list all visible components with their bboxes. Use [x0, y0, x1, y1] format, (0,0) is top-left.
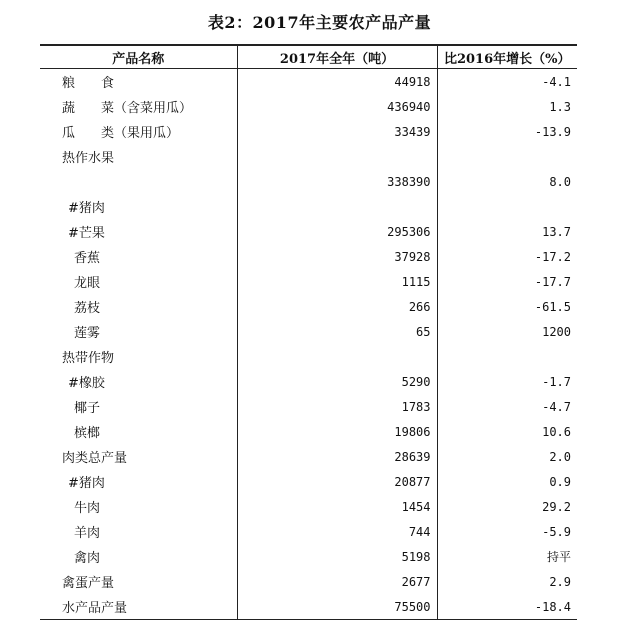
header-output: 2017年全年（吨） [237, 45, 437, 69]
table-row [40, 319, 577, 344]
row-growth: 2.0 [437, 444, 577, 469]
row-product-name: #橡胶 [68, 376, 105, 391]
row-product-name: 瓜 类（果用瓜） [62, 126, 180, 141]
table-body [40, 69, 577, 620]
row-growth: -17.2 [437, 244, 577, 269]
row-growth: 10.6 [437, 419, 577, 444]
header-product-name: 产品名称 [40, 45, 237, 69]
table-row [40, 294, 577, 319]
row-output [237, 144, 437, 169]
header-growth: 比2016年增长（%） [437, 45, 577, 69]
row-output: 19806 [237, 419, 437, 444]
row-output: 5290 [237, 369, 437, 394]
row-product-name: 水产品产量 [40, 594, 237, 620]
row-product-name: 龙眼 [74, 276, 101, 291]
row-growth: 持平 [437, 544, 577, 569]
row-product-name [40, 169, 237, 194]
row-growth: -4.7 [437, 394, 577, 419]
table-row [40, 144, 577, 169]
row-product-name: 香蕉 [74, 251, 101, 266]
row-growth: -5.9 [437, 519, 577, 544]
table-title: 表2：2017年主要农产品产量 [207, 13, 432, 32]
row-output: 436940 [237, 94, 437, 119]
row-output: 20877 [237, 469, 437, 494]
row-growth [437, 194, 577, 219]
row-product-name: 荔枝 [74, 301, 101, 316]
table-row [40, 519, 577, 544]
row-output: 37928 [237, 244, 437, 269]
row-product-name: 肉类总产量 [62, 451, 128, 466]
row-output: 5198 [237, 544, 437, 569]
row-growth: -18.4 [437, 594, 577, 620]
row-output: 28639 [237, 444, 437, 469]
row-growth: -13.9 [437, 119, 577, 144]
row-output: 2677 [237, 569, 437, 594]
row-growth: -61.5 [437, 294, 577, 319]
table-row [40, 444, 577, 469]
row-growth: -4.1 [437, 69, 577, 95]
table-row [40, 344, 577, 369]
table-row [40, 244, 577, 269]
row-product-name: 禽肉 [74, 551, 101, 566]
row-output: 1115 [237, 269, 437, 294]
row-output [237, 344, 437, 369]
row-product-name: 热作水果 [62, 151, 115, 166]
table-row [40, 169, 577, 194]
row-output: 295306 [237, 219, 437, 244]
row-product-name: #猪肉 [68, 476, 105, 491]
table-row [40, 419, 577, 444]
row-product-name: 槟榔 [74, 426, 101, 441]
production-table [40, 44, 577, 620]
row-growth: -17.7 [437, 269, 577, 294]
row-output: 33439 [237, 119, 437, 144]
table-row [40, 594, 577, 620]
table-row [40, 469, 577, 494]
table-row [40, 269, 577, 294]
row-growth [437, 144, 577, 169]
row-output: 1783 [237, 394, 437, 419]
row-product-name: 粮 食 [62, 76, 115, 91]
row-output: 75500 [237, 594, 437, 620]
row-growth [437, 344, 577, 369]
table-row [40, 119, 577, 144]
row-growth: 1200 [437, 319, 577, 344]
row-product-name: 牛肉 [74, 501, 101, 516]
row-growth: 29.2 [437, 494, 577, 519]
row-growth: 2.9 [437, 569, 577, 594]
row-growth: 0.9 [437, 469, 577, 494]
row-output: 1454 [237, 494, 437, 519]
row-product-name: 热带作物 [62, 351, 115, 366]
table-row [40, 494, 577, 519]
table-row [40, 94, 577, 119]
row-product-name: 羊肉 [74, 526, 101, 541]
row-output [237, 194, 437, 219]
row-product-name: 禽蛋产量 [62, 576, 115, 591]
table-row [40, 194, 577, 219]
row-growth: 1.3 [437, 94, 577, 119]
header-row [40, 45, 577, 69]
row-output: 266 [237, 294, 437, 319]
table-row [40, 544, 577, 569]
row-growth: 8.0 [437, 169, 577, 194]
row-product-name: #芒果 [68, 226, 105, 241]
table-row [40, 219, 577, 244]
row-product-name: 莲雾 [74, 326, 101, 341]
table-row [40, 369, 577, 394]
row-output: 44918 [237, 69, 437, 95]
table-row [40, 569, 577, 594]
row-growth: 13.7 [437, 219, 577, 244]
row-product-name: #猪肉 [68, 201, 105, 216]
row-output: 65 [237, 319, 437, 344]
table-row [40, 394, 577, 419]
row-output: 338390 [237, 169, 437, 194]
row-product-name: 椰子 [74, 401, 101, 416]
row-growth: -1.7 [437, 369, 577, 394]
row-output: 744 [237, 519, 437, 544]
table-row [40, 69, 577, 95]
row-product-name: 蔬 菜（含菜用瓜） [62, 101, 193, 116]
